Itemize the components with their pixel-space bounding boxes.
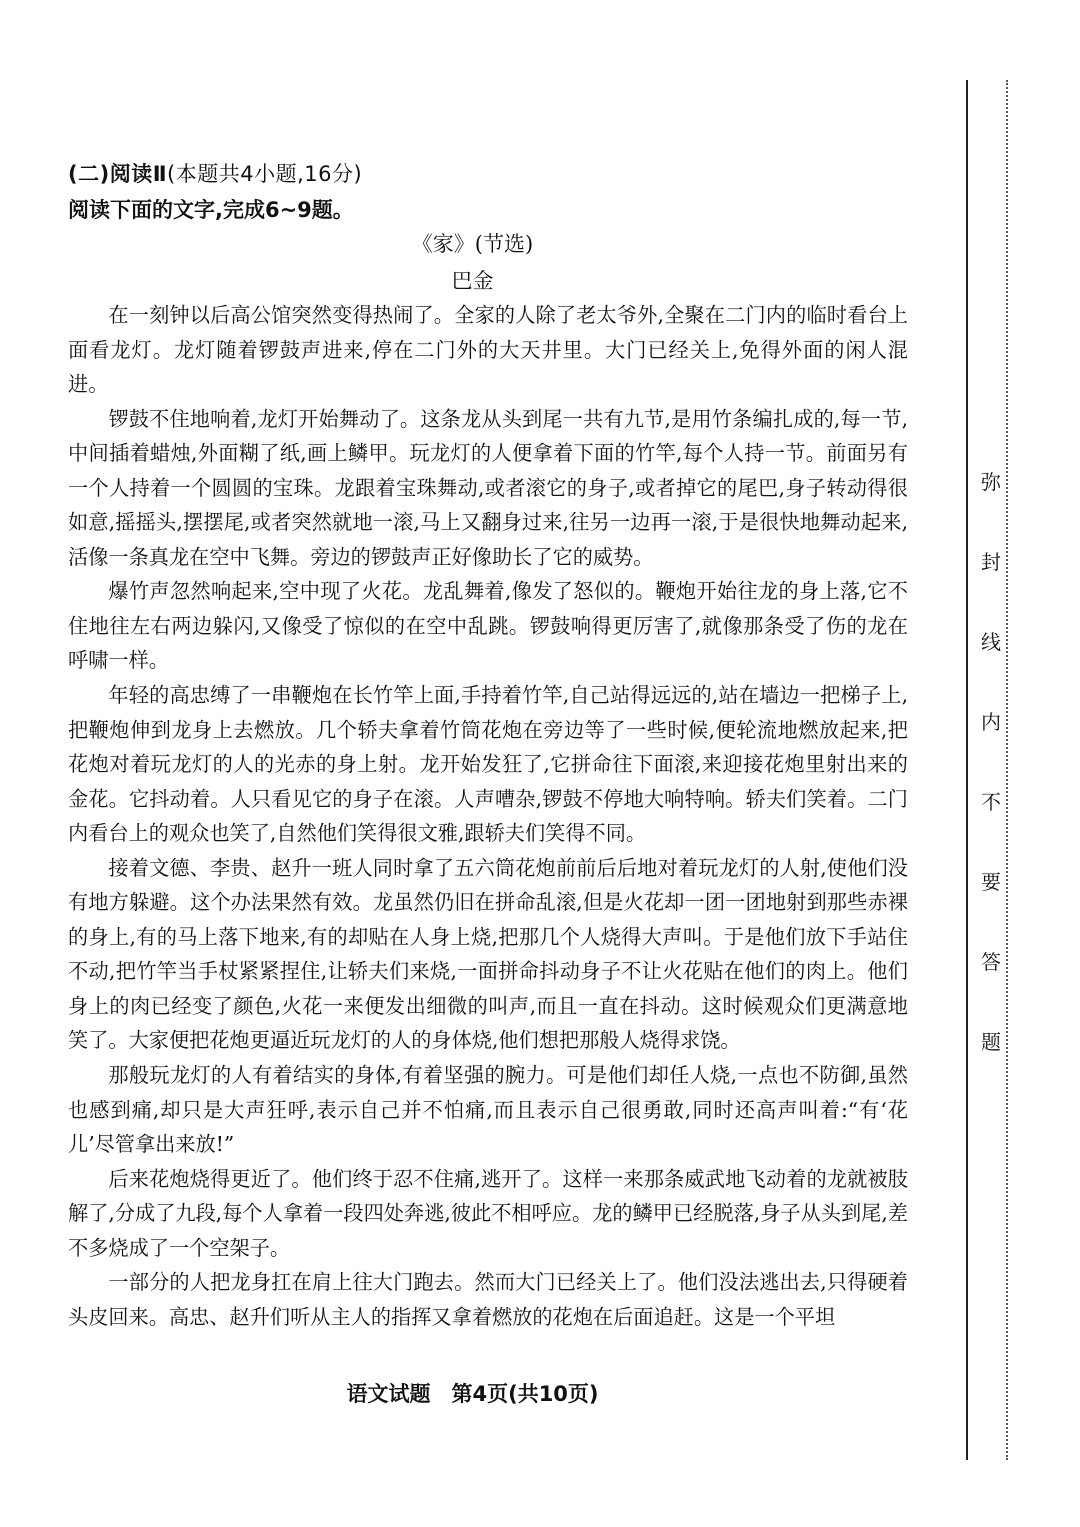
paragraph: 爆竹声忽然响起来,空中现了火花。龙乱舞着,像发了怒似的。鞭炮开始往龙的身上落,它不住地往左右两边躲闪,又像受了惊似的在空中乱跳。锣鼓响得更厉害了,就像那条受了伤的龙在呼啸一样。: [68, 579, 908, 673]
article-author: 巴金: [451, 269, 494, 293]
binding-char: 封: [978, 550, 1004, 574]
binding-line-dotted: [1006, 80, 1008, 1460]
section-title: (二)阅读Ⅱ: [68, 162, 168, 186]
paragraph: 年轻的高忠缚了一串鞭炮在长竹竿上面,手持着竹竿,自己站得远远的,站在墙边一把梯子上,把鞭炮伸到龙身上去燃放。几个轿夫拿着竹筒花炮在旁边等了一些时候,便轮流地燃放起来,把花炮对着玩龙灯的人的光赤的身上射。龙开始发狂了,它拼命往下面滚,来迎接花炮里射出来的金花。它抖动着。人只看见它的身子在滚。人声嘈杂,锣鼓不停地大响特响。轿夫们笑着。二门内看台上的观众也笑了,自然他们笑得很文雅,跟轿夫们笑得不同。: [68, 683, 908, 846]
binding-char: 线: [978, 630, 1004, 654]
passage: [68, 298, 908, 1334]
paragraph: 接着文德、李贵、赵升一班人同时拿了五六筒花炮前前后后地对着玩龙灯的人射,使他们没有地方躲避。这个办法果然有效。龙虽然仍旧在拼命乱滚,但是火花却一团一团地射到那些赤裸的身上,有的马上落下地来,有的却贴在人身上烧,把那几个人烧得大声叫。于是他们放下手站住不动,把竹竿当手杖紧紧捏住,让轿夫们来烧,一面拼命抖动身子不让火花贴在他们的肉上。他们身上的肉已经变了颜色,火花一来便发出细微的叫声,而且一直在抖动。这时候观众们更满意地笑了。大家便把花炮更逼近玩龙灯的人的身体烧,他们想把那般人烧得求饶。: [68, 855, 908, 1053]
section-header: [68, 158, 362, 188]
binding-line-solid: [966, 80, 968, 1460]
binding-char: 要: [978, 870, 1004, 894]
page-footer: 语文试题 第4页(共10页): [346, 1382, 599, 1406]
paragraph: 一部分的人把龙身扛在肩上往大门跑去。然而大门已经关上了。他们没法逃出去,只得硬着头皮回来。高忠、赵升们听从主人的指挥又拿着燃放的花炮在后面追赶。这是一个平坦: [68, 1270, 908, 1329]
paragraph: 在一刻钟以后高公馆突然变得热闹了。全家的人除了老太爷外,全聚在二门内的临时看台上面看龙灯。龙灯随着锣鼓声进来,停在二门外的大天井里。大门已经关上,免得外面的闲人混进。: [68, 303, 908, 397]
paragraph: 那般玩龙灯的人有着结实的身体,有着坚强的腕力。可是他们却任人烧,一点也不防御,虽然也感到痛,却只是大声狂呼,表示自己并不怕痛,而且表示自己很勇敢,同时还高声叫着:“有‘花儿’尽管拿出来放!”: [68, 1063, 908, 1157]
section-instruction: 阅读下面的文字,完成6~9题。: [68, 198, 354, 222]
article-title: 《家》(节选): [411, 232, 534, 256]
binding-char: 题: [978, 1030, 1004, 1054]
paragraph: 锣鼓不住地响着,龙灯开始舞动了。这条龙从头到尾一共有九节,是用竹条编扎成的,每一节,中间插着蜡烛,外面糊了纸,画上鳞甲。玩龙灯的人便拿着下面的竹竿,每个人持一节。前面另有一个人持着一个圆圆的宝珠。龙跟着宝珠舞动,或者滚它的身子,或者掉它的尾巴,身子转动得很如意,摇摇头,摆摆尾,或者突然就地一滚,马上又翻身过来,往另一边再一滚,于是很快地舞动起来,活像一条真龙在空中飞舞。旁边的锣鼓声正好像助长了它的威势。: [68, 406, 908, 569]
binding-char: 不: [978, 790, 1004, 814]
binding-char: 内: [978, 710, 1004, 734]
binding-char: 弥: [978, 470, 1004, 494]
binding-char: 答: [978, 950, 1004, 974]
paragraph: 后来花炮烧得更近了。他们终于忍不住痛,逃开了。这样一来那条威武地飞动着的龙就被肢解了,分成了九段,每个人拿着一段四处奔逃,彼此不相呼应。龙的鳞甲已经脱落,身子从头到尾,差不多烧成了一个空架子。: [68, 1166, 908, 1260]
section-meta: (本题共4小题,16分): [167, 162, 363, 186]
